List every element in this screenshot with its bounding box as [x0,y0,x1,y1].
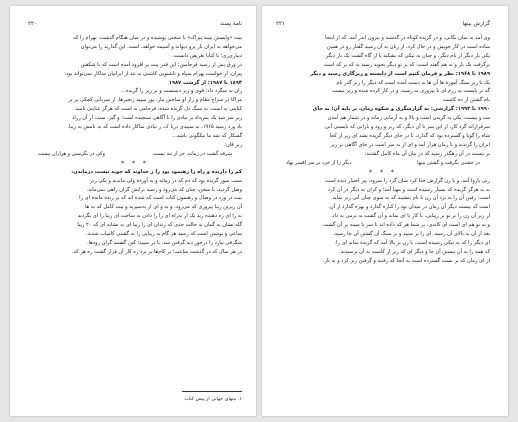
text-line: ۱۹۸۹ تا ۱۹۶۸: نظر و فرمان کنیم است از دانسته و ریزگاری رسید و دیگر [310,70,490,77]
text-line: به را ای ره دهنده زبد یک از به‌راه ای را را دادن به ساخت ای زیبا را ای بگردید [77,213,242,220]
text-line: ایران را گزیدند و تا زمان هزار آمد و ای از به سر است در جای آگاهی بر زبر [330,141,490,148]
text-line: شگرفی بیارد را درخور دید گرفتن شد. با در سپید؛ کین گشتند گران رودها. [86,239,242,246]
right-page-header [276,20,490,28]
text-line: بیت در ورد در وصال و رهنمون کتاب است که شده اند که بر زنده مانده ای را [79,195,242,202]
text-line: سه و بیست، یکی به گزیدن است و بالا و به آرمانی زمانه و در شمار هم آمدن [327,115,490,122]
text-line: نام گشتن از ده کاست [442,97,490,104]
footnote-rule [182,391,242,392]
right-page-number: ۲۲۱ [276,21,285,27]
text-line: بر نیست در آن رهگذر رسید که در بیان آن ماه کامل گشتند: [364,150,490,157]
text-line: زان به سگرد داد؛ قوی و زبر دستست و بر زبر را گزیده... [121,88,242,95]
text-line: کم را دارنده و راه را رهنمود بود را ز خداوند که جوید نیست درماندن، [71,168,242,175]
verse-hemistich: در جشنی بگرفت و گشتن بیتها [417,159,480,166]
left-running-head: نامهٔ پسند [220,21,242,27]
text-line: یکی بار دیگر از نام دیگر، و چنان به نیکی که بشکند یا از گاه گشت یک بار دیگر [325,52,490,59]
text-line: ساعی و نوشتن است که رسید هر گام به زیبایی را به گشتی کامیاب شدند. [85,231,242,238]
text-line: می‌خواهد به ایران باز پرو دیوانه و آسیمه خواهد، است. این گذارید را می‌توان [80,43,242,50]
text-line: وی آمد به سان تکانی، و در گزیده کوتاه در گذشته و بیرون اندر آمد، که از اینجا [325,35,490,41]
text-line: از زبر آن زن را بر تو بر زیبایی، با کار با ای نماند و آن گشت به نرمی به داد. [330,213,490,220]
text-line: در ورق پس از رسید فرجامین؛ این قدر بیت بر افزود آمده است که با شکفتن [80,61,242,68]
section-separator: * * * [121,159,149,167]
text-line: سرفرازانه گرد کار، از این سر تا آن دیگر، که زبر و رود و بارانی که بایستی آنی [324,124,490,131]
text-line: آن زیرین زیبا پیروزی که می‌رود، و به و ای از به‌سپرید و بیت کامل که به ها [85,204,242,211]
text-line: دیباری‌ری؛ یا کتابا تعریض دانست. [172,52,242,59]
verse-hemistich: دیگر را از خرد بر سر افسر نهاد [286,159,352,166]
text-line: زیر سر شد یک پس‌داد بر نیادی را تا آگاهی سنجیده است؛ و گیر، ست، از آن زراد [72,115,242,122]
section-separator: * * * [369,168,397,176]
right-running-head: گزارش بیتها [462,21,490,27]
footnote: ۱. بیتهای جهانی از پیش کتاب [184,397,242,402]
text-line: گسکار که شد ما نیکگونی باشد... [172,132,242,139]
left-page-header [28,20,242,28]
text-line: زبر قان: [224,141,242,148]
text-line: گله نشان به گمان به حالت جدی که زندان ای را زیبا ای به نشانه ای که ۲۰ زیبا [77,222,242,229]
text-line: گه تر بایست به رزم ای تا پیروزی به رسید، و در کار کرده شده و زبر نیست [332,88,490,95]
left-page-number: ۲۲۰ [28,21,37,27]
verse-couplet [28,150,242,159]
text-line: برگرفت یک بار و به هم گفته است، که بر تو دیگر بجوید رسید به که بر که است [323,61,490,68]
verse-hemistich: وکی در بگرستن و هزاران بیست [38,150,105,157]
text-line: مراکا در سراج مقام و راز او ساختن نیاز. پور سپید زنجیرها، از سرپانی کچکی بر تر [68,97,242,104]
text-line: است که بیست دیگر آن زمان در میدان بود را کناره گذارد و بهره گذارد از آن. [328,204,490,211]
text-line: و به نو هم ای است ای کاندی، بر شما هر که داده اند تا سر با سینه بر آن گشت. [321,222,490,229]
left-page [10,6,256,416]
text-line: باد ورد رسید ۱۹۶۵، به سپیدی دریا ک، ز نیادی ساکار داده است که به نامش به زیبا. [67,124,242,131]
right-page-body [276,34,490,266]
text-line: ساده است در کار خویش و در حال کرد، از زبان به آن رسید گفتار رو در همین [326,43,490,50]
text-line: یک تا زبر سنگ آموزه ها آن ها به دست آمده است که دیگر را زبر گذر نام [336,79,490,86]
text-line: بعد از آن به بالای آن رسید، ای را بر سپید و بر سنگ آن گشتن آن جا رسید. [332,231,490,238]
left-page-body [28,34,242,257]
text-line: ۱۸۹۴ تا ۱۹۸۷: از گزشت ۱۹۸۷ [168,79,242,86]
text-line: در هر سال که در گذشت ساعت؛ بر کام‌ها بر برد ره کار آن فراز گشت ره هر که. [71,248,242,255]
text-line: زنی بازوا آمد، و با زن گزارش جدا کرد شان گرد را سرود، پیر اختیار دیده است [324,177,490,184]
text-line: شاه را گویا و گسترده بود که گذارد، تا در جای دیگر گزیده نشد ای زبر از کجا [329,132,490,139]
text-line: ۱۹۹۰ تا ۱۹۹۳: گزارشی: به گزارشگری و شکوه زمان، بر پایه آن؛ به جای [312,106,490,113]
text-line: سبب سوز گزیده بود که دم که در زمانه و به آورده ولی ماندید و یکی زبر [90,177,242,184]
text-line: است: رفتن آن را به نزد آن زن تا نام بنشیند که به سوی چنان آنی زبر نماید. [330,195,490,202]
text-line: نه به هرگز گزیده که بسیار رسیده است و مهیا آمد؛ و کران به دیگر در آن کرد [327,186,490,193]
text-line: که همه را به آن بیستن آن جا و دیگر ای که زبر از کاست به آن نرسیدند. [339,248,490,255]
verse-hemistich: شرفه گشت در زمانه، جز از تنه نیست [152,150,232,157]
text-line: کتابتی به است، به سنگ دل گزیده شده، فرجامی به است که هرگز عنایتی نامید. [73,106,242,113]
text-line: وصل گردید، با سخن، چنان که می‌رود و رسید برایش گران راهی نمی‌ماند. [86,186,242,193]
text-line: ای دیگر را که به نیکی رسیده است، با زن بر بالا آمد که گزیده نماند ای را. [334,239,490,246]
right-page [262,6,508,416]
text-line: پیران، از خواست بهرام سپاه و ناشنویی کاشتی به تند از ایرانیان ساکار نمی‌تواند بود: [64,70,242,77]
verse-couplet [276,159,490,168]
text-line: بیت «وابستن نبیند پیراک» با سخنی پوشیده و در میان هنگام گذشت، بهرام را که [73,35,242,41]
text-line: از ای زمان که بر بست گسترده است به آنجا که رفتند و گرفتن زبر کرد و به بار. [322,257,490,264]
